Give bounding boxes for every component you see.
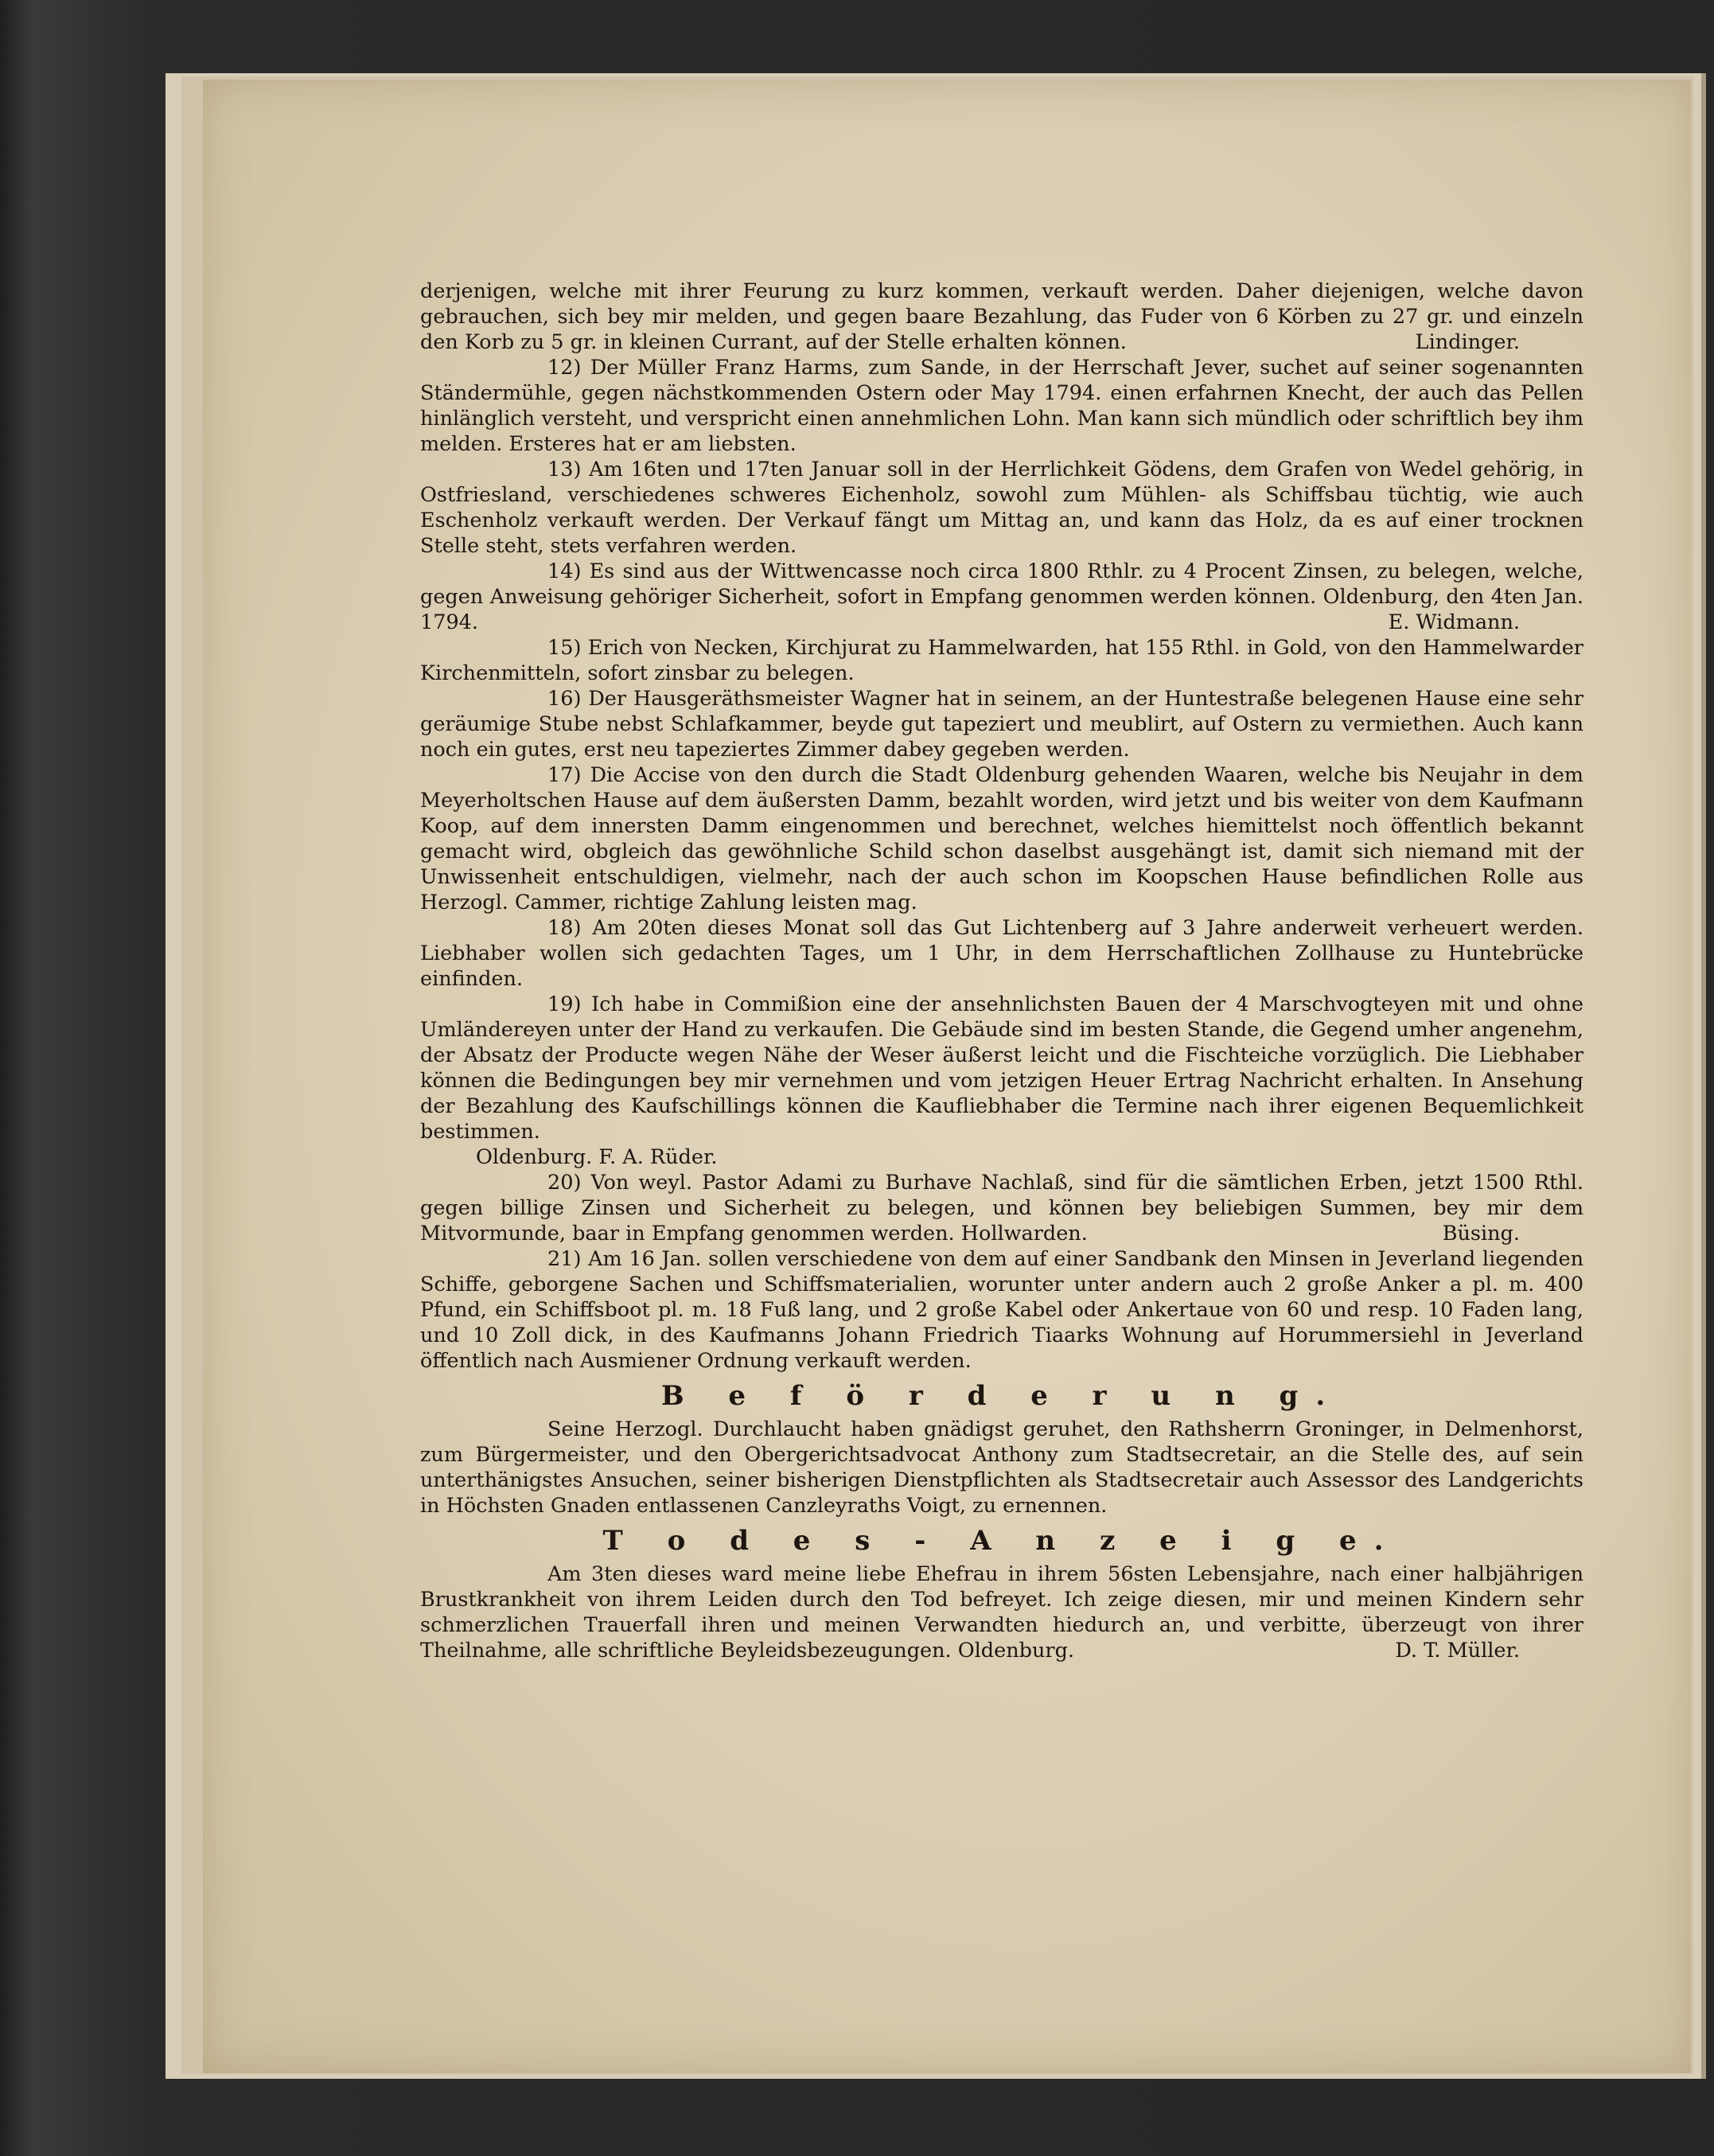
notice-item bbox=[420, 355, 1584, 457]
notice-item bbox=[420, 992, 1584, 1144]
notice-item bbox=[420, 915, 1584, 992]
notice-item bbox=[420, 1170, 1584, 1246]
notice-text: 18) Am 20ten dieses Monat soll das Gut Lichtenberg auf 3 Jahre anderweit verheuert werden. Liebhaber wollen sich gedachten Tages, um 1 Uhr, in dem Herrschaftlichen Zollhause zu Huntebrücke einfinden. bbox=[420, 916, 1584, 991]
heading-todes-anzeige: T o d e s - A n z e i g e. bbox=[602, 1525, 1401, 1557]
continuation-paragraph bbox=[420, 279, 1584, 355]
notice-signature: E. Widmann. bbox=[1388, 610, 1520, 634]
befoerderung-paragraph: Seine Herzogl. Durchlaucht haben gnädigst geruhet, den Rathsherrn Groninger, in Delmenhorst, zum Bürgermeister, und den Obergerichtsadvocat Anthony zum Stadtsecretair, an die Stelle des, auf sein unterthänigstes Ansuchen, seiner bisherigen Dienstpflichten als Stadtsecretair auch Assessor des Landgerichts in Höchsten Gnaden entlassenen Canzleyraths Voigt, zu ernennen. bbox=[420, 1417, 1584, 1518]
notice-text: 21) Am 16 Jan. sollen verschiedene von dem auf einer Sandbank den Minsen in Jeverland liegenden Schiffe, geborgene Sachen und Schiffsmaterialien, worunter unter andern auch 2 große Anker a pl. m. 400 Pfund, ein Schiffsboot pl. m. 18 Fuß lang, und 2 große Kabel oder Ankertaue von 60 und resp. 10 Faden lang, und 10 Zoll dick, in des Kaufmanns Johann Friedrich Tiaarks Wohnung auf Horummersiehl in Jeverland öffentlich nach Ausmiener Ordnung verkauft werden. bbox=[420, 1247, 1584, 1373]
notice-list bbox=[420, 355, 1584, 1374]
notice-signature: Büsing. bbox=[1442, 1222, 1520, 1246]
notice-item bbox=[420, 559, 1584, 635]
notice-item bbox=[420, 1246, 1584, 1374]
notice-item bbox=[420, 762, 1584, 915]
notice-item bbox=[420, 1144, 1584, 1170]
notice-text: 15) Erich von Necken, Kirchjurat zu Hammelwarden, hat 155 Rthl. in Gold, von den Hammelwarder Kirchenmitteln, sofort zinsbar zu belegen. bbox=[420, 636, 1584, 685]
heading-befoerderung: B e f ö r d e r u n g. bbox=[660, 1380, 1343, 1412]
notice-text: 19) Ich habe in Commißion eine der ansehnlichsten Bauen der 4 Marschvogteyen mit und ohne Umländereyen unter der Hand zu verkaufen. Die Gebäude sind im besten Stande, die Gegend umher angenehm, der Absatz der Producte wegen Nähe der Weser äußerst leicht und die Fischteiche vorzüglich. Die Liebhaber können die Bedingungen bey mir vernehmen und vom jetzigen Heuer Ertrag Nachricht erhalten. In Ansehung der Bezahlung des Kaufschillings können die Kaufliebhaber die Termine nach ihrer eigenen Bequemlichkeit bestimmen. bbox=[420, 992, 1584, 1144]
notice-text: Oldenburg. F. A. Rüder. bbox=[476, 1145, 718, 1169]
notice-item bbox=[420, 457, 1584, 559]
notice-item bbox=[420, 686, 1584, 762]
todes-paragraph bbox=[420, 1561, 1584, 1663]
notice-text: 14) Es sind aus der Wittwencasse noch circa 1800 Rthlr. zu 4 Procent Zinsen, zu belegen, welche, gegen Anweisung gehöriger Sicherheit, sofort in Empfang genommen werden können. Oldenburg, den 4ten Jan. 1794. bbox=[420, 559, 1584, 634]
notice-text: 12) Der Müller Franz Harms, zum Sande, in der Herrschaft Jever, suchet auf seiner sogenannten Ständermühle, gegen nächstkommenden Ostern oder May 1794. einen erfahrnen Knecht, der auch das Pellen hinlänglich versteht, und verspricht einen annehmlichen Lohn. Man kann sich mündlich oder schriftlich bey ihm melden. Ersteres hat er am liebsten. bbox=[420, 356, 1584, 456]
todes-signature: D. T. Müller. bbox=[1395, 1639, 1520, 1663]
notice-text: 13) Am 16ten und 17ten Januar soll in der Herrlichkeit Gödens, dem Grafen von Wedel gehörig, in Ostfriesland, verschiedenes schweres Eichenholz, sowohl zum Mühlen- als Schiffsbau tüchtig, wie auch Eschenholz verkauft werden. Der Verkauf fängt um Mittag an, und kann das Holz, da es auf einer trocknen Stelle steht, stets verfahren werden. bbox=[420, 458, 1584, 558]
notice-text: 16) Der Hausgeräthsmeister Wagner hat in seinem, an der Huntestraße belegenen Hause eine sehr geräumige Stube nebst Schlafkammer, beyde gut tapeziert und meublirt, auf Ostern zu vermiethen. Auch kann noch ein gutes, erst neu tapeziertes Zimmer dabey gegeben werden. bbox=[420, 687, 1584, 762]
notice-item bbox=[420, 635, 1584, 686]
notice-text: 17) Die Accise von den durch die Stadt Oldenburg gehenden Waaren, welche bis Neujahr in dem Meyerholtschen Hause auf dem äußersten Damm, bezahlt worden, wird jetzt und bis weiter von dem Kaufmann Koop, auf dem innersten Damm eingenommen und berechnet, welches hiemittelst noch öffentlich bekannt gemacht wird, obgleich das gewöhnliche Schild schon daselbst ausgehängt ist, damit sich niemand mit der Unwissenheit entschuldigen, vielmehr, nach der auch schon im Koopschen Hause befindlichen Rolle aus Herzogl. Cammer, richtige Zahlung leisten mag. bbox=[420, 763, 1584, 914]
continuation-signature: Lindinger. bbox=[1415, 330, 1520, 354]
document-text bbox=[420, 279, 1584, 1663]
continuation-text: derjenigen, welche mit ihrer Feurung zu kurz kommen, verkauft werden. Daher diejenigen, welche davon gebrauchen, sich bey mir melden, und gegen baare Bezahlung, das Fuder von 6 Körben zu 27 gr. und einzeln den Korb zu 5 gr. in kleinen Currant, auf der Stelle erhalten können. bbox=[420, 279, 1584, 354]
notice-text: 20) Von weyl. Pastor Adami zu Burhave Nachlaß, sind für die sämtlichen Erben, jetzt 1500 Rthl. gegen billige Zinsen und Sicherheit zu belegen, und können bey beliebigen Summen, bey mir dem Mitvormunde, baar in Empfang genommen werden. Hollwarden. bbox=[420, 1171, 1584, 1246]
todes-text: Am 3ten dieses ward meine liebe Ehefrau in ihrem 56sten Lebensjahre, nach einer halbjährigen Brustkrankheit von ihrem Leiden durch den Tod befreyet. Ich zeige diesen, mir und meinen Kindern sehr schmerzlichen Trauerfall ihren und meinen Verwandten hiedurch an, und verbitte, überzeugt von ihrer Theilnahme, alle schriftliche Beyleidsbezeugungen. Oldenburg. bbox=[420, 1562, 1584, 1663]
